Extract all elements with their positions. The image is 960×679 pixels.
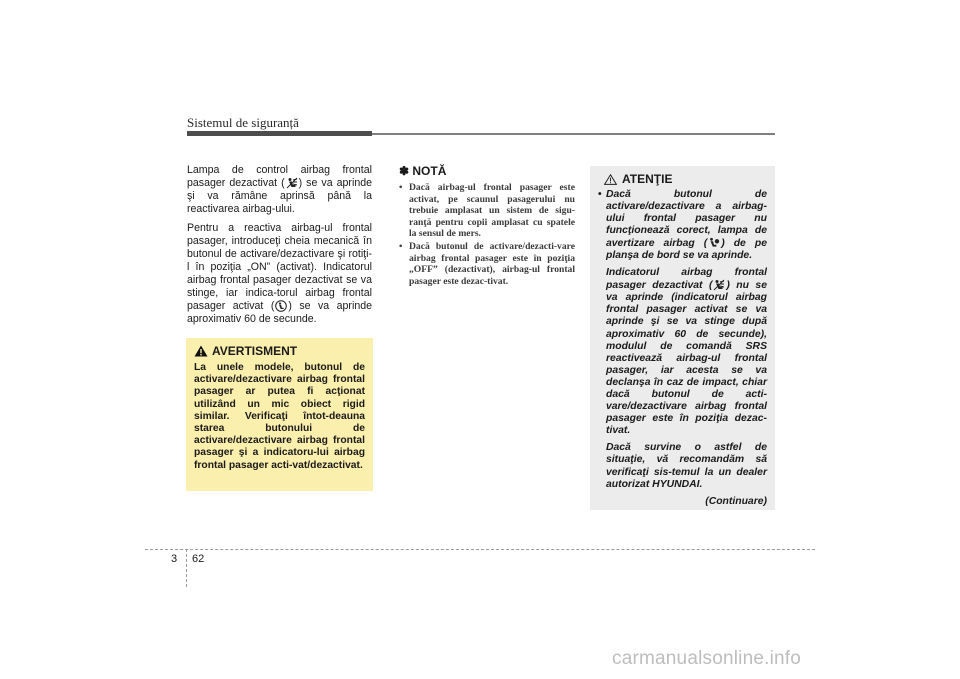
passenger-airbag-off-icon [286,177,298,189]
watermark: carmanualsonline.info [612,648,802,669]
warning-box [186,338,373,491]
warning-triangle-icon [194,345,208,357]
section-header-title: Sistemul de siguranță [187,115,299,130]
paragraph-reactivate: Pentru a reactiva airbag-ul frontal pasager, introduceţi cheia mecanică în butonul de activare/dezactivare şi rotiţi-l în poziţia „ON” (activat). Indicatorul airbag frontal pasager dezactivat se va stinge, iar indica-torul airbag frontal pasager activat ( ) se va aprinde aproximativ 60 de secunde. [187,222,372,325]
caution-paragraph-1: • Dacă butonul de activare/dezactivare a airbag-ului frontal pasager nu funcţionează corect, lampa de avertizare airbag ( ) de pe planşa de bord se va aprinde. [598,189,767,262]
footer-rule [145,549,815,550]
note-column [399,164,575,288]
footer-divider [186,549,187,587]
caution-triangle-icon [604,174,617,185]
caution-box [590,166,775,510]
caution-paragraph-3: Dacă survine o astfel de situaţie, vă recomandăm să verificaţi sis-temul la un dealer autorizat HYUNDAI. [606,442,767,490]
airbag-warning-icon [708,237,720,249]
note-item-2: • Dacă butonul de activare/dezacti-vare airbag frontal pasager este în poziţia „OFF” (dezactivat), airbag-ul frontal pasager este dezac-tivat. [399,241,575,287]
caution-body [598,189,767,508]
note-item-1: • Dacă airbag-ul frontal pasager este activat, pe scaunul pasagerului nu trebuie amplasat un sistem de sigu-ranţă pentru copii amplasat cu spatele la sensul de mers. [399,182,575,240]
section-number: 3 [171,553,178,565]
note-list [399,182,575,287]
continued-label: (Continuare) [705,495,767,507]
caution-paragraph-2: Indicatorul airbag frontal pasager dezactivat ( ) nu se va aprinde (indicatorul airbag frontal pasager activat se va aprinde şi se va stinge după aproximativ 60 de secunde), modulul de comandă SRS reactivează airbag-ul frontal pasager, iar acesta se va declanşa în caz de impact, chiar dacă butonul de acti-vare/dezactivare airbag frontal pasager este în poziţia dezac-tivat. [606,267,767,437]
paragraph-indicator-off: Lampa de control airbag frontal pasager dezactivat ( ) se va aprinde şi va rămâne aprinsă până la reactivarea airbag-ului. [187,164,372,215]
passenger-airbag-on-icon [275,300,287,312]
note-title: ✽ NOTĂ [399,164,447,178]
caution-title: ATENŢIE [604,172,767,186]
passenger-airbag-off-icon [713,279,725,291]
header-accent-bar [187,131,372,136]
main-text-column [187,164,372,332]
page-number: 62 [192,553,205,565]
warning-body: La unele modele, butonul de activare/dezactivare airbag frontal pasager ar putea fi acţionat utilizând un mic obiect rigid similar. Verificaţi întot-deauna starea butonului de activare/dezactivare airbag frontal pasager şi a indicatoru-lui airbag frontal pasager acti-vat/dezactivat. [194,362,365,471]
warning-title: AVERTISMENT [194,344,365,358]
